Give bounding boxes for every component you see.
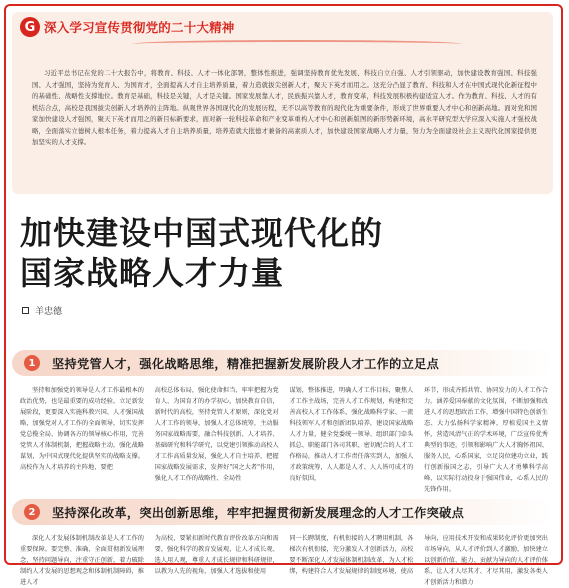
section-heading-2 xyxy=(12,499,553,525)
section-2-columns xyxy=(20,533,548,586)
topic-banner xyxy=(12,12,553,194)
banner-swoosh-decoration xyxy=(132,40,462,48)
banner-logo-icon: G xyxy=(20,17,40,37)
banner-intro-text: 习近平总书记在党的二十大报告中，将教育、科技、人才一体化部署，整体性推进，强调坚持教育优先发展、科技自立自强、人才引领驱动，加快建设教育强国、科技强国、人才强国，坚持为党育人、为国育才，全面提高人才自主培养质量，着力造就拔尖创新人才，聚天下英才而用之。这充分凸显了教育、科技和人才在中国式现代化新征程中的基础性、战略性支撑地位。教育是基础，科技是关键，人才是关键。国家发展靠人才，民族振兴靠人才，教育变革，科技发展积极构建适宜人才。作为教育、科技、人才的有机结合点，高校是我国拔尖创新人才培养的主阵地。纵观世界各国现代化的发展历程，无不以高等教育的现代化为重要条件，形成了世界重要人才中心和创新高地。面对党和国家加快建设人才强国，聚天下英才而用之的新目标新要求，面对新一轮科技革命和产业变革重构人才中心和创新版图的新形势新环境，高水平研究型大学应深入实施人才强校战略，全面落实立德树人根本任务，着力提高人才自主培养质量，培养造就大批德才兼备的高素质人才，加快建设国家战略人才力量，努力为全面建设社会主义现代化国家提供更加坚实的人才支撑。 xyxy=(32,69,537,146)
section-1-column-1: 坚持和加强党的领导是人才工作最根本的政治优势，也是最重要的成功经验。立足新发展阶段，更要深入实施科教兴国、人才强国战略，加强党对人才工作的全面领导，切实发挥党总揽全局、协调各方的领导核心作用，完善党管人才体制机制，把握战略主动，强化战略谋划，为中国式现代化提供坚实的战略支撑。高校作为人才培养的主阵地，要把 xyxy=(20,387,144,471)
byline-box-icon xyxy=(22,307,29,314)
section-1-column-2: 高校总体布局，强化使命担当，牢牢把握为党育人、为国育才的办学初心，加快教育自信，新时代的高校，坚持党管人才原则，深化党对人才工作的领导，加强人才总体统筹，主动服务国家战略需要，融合科技创新、人才培养、基础研究和科学研究，以党建引领推动高校人才工作高质量发展，强化人才自主培养，把握国家战略发展需求，发挥好"国之大者"作用，强化人才工作的战略性、全局性 xyxy=(154,387,279,482)
headline-line-2: 国家战略人才力量 xyxy=(20,254,285,292)
article-byline xyxy=(22,304,62,317)
section-2-column-3: 同一长聘制度，有机衔接的人才聘用机制，各梯次有机衔接，充分激发人才创新活力，高校要不断深化人才发展体制机制改革，为人才松绑，构建符合人才发展规律的制度环境，使高 xyxy=(289,535,414,575)
section-1-column-3: 谋划，整体推进，明确人才工作目标，聚焦人才工作主战场，完善人才工作规划，构建和完善高校人才工作体系，强化战略科学家、一流科技领军人才和创新团队培养，建设国家战略人才力量，健全党委统一领导、组织部门牵头抓总、职能部门各司其职、密切配合的人才工作格局，推动人才工作责任落实到人，加强人才政策统筹，人人都是人才、人人皆可成才的良好氛围， xyxy=(289,387,414,482)
section-title-1: 坚持党管人才，强化战略思维，精准把握新发展阶段人才工作的立足点 xyxy=(52,356,440,371)
section-2-column-2: 为高校，要紧扣新时代教育评价改革方向和需要，强化科学的教育发展观，让人才成长观、选人用人观，尊重人才成长规律和科研规律，以教为人先的视角，加强人才选拔和使用 xyxy=(154,535,279,575)
headline-line-1: 加快建设中国式现代化的 xyxy=(20,214,384,252)
byline-author: 羊忠德 xyxy=(35,307,63,317)
section-number-2: 2 xyxy=(24,504,40,520)
section-heading-1 xyxy=(12,350,553,376)
section-1-column-4: 环节，形成齐抓共管、协同发力的人才工作合力。涵养爱国奉献的文化氛围，不断加强和改进人才的思想政治工作，增强中国特色创新生态、大力弘扬科学家精神，厚植爱国主义情怀，营造风清气正的学术环境，广泛宣传优秀典型的事迹，引领和影响广大人才胸怀祖国、服务人民，心系国家，立足岗位建功立业，践行创新报国之志，引导广大人才勇攀科学高峰，以实际行动投身于强国伟业，心系人民的先锋作用。 xyxy=(423,387,548,493)
section-1-columns xyxy=(20,385,548,495)
article-headline xyxy=(20,213,540,293)
section-title-2: 坚持深化改革，突出创新思维，牢牢把握贯彻新发展理念的人才工作突破点 xyxy=(52,505,465,520)
banner-header xyxy=(12,12,235,42)
banner-title: 深入学习宣传贯彻党的二十大精神 xyxy=(44,20,235,35)
section-2-column-1: 深化人才发展体制机制改革是人才工作的重要保障。要完整、准确、全面贯彻新发展理念，坚持问题导向，注重守正创新，着力破除制约人才发展的思想观念和体制机制障碍，推进人才 xyxy=(20,535,144,586)
section-2-column-4: 导向，应用技术开发和成果转化评价更加突出市场导向，从人才评价到人才激励，加快建立以创新价值、能力、贡献为导向的人才评价体系，让人才人尽其才、才尽其用，激发各类人才创新活力和潜力 xyxy=(423,535,548,586)
section-number-1: 1 xyxy=(24,355,40,371)
